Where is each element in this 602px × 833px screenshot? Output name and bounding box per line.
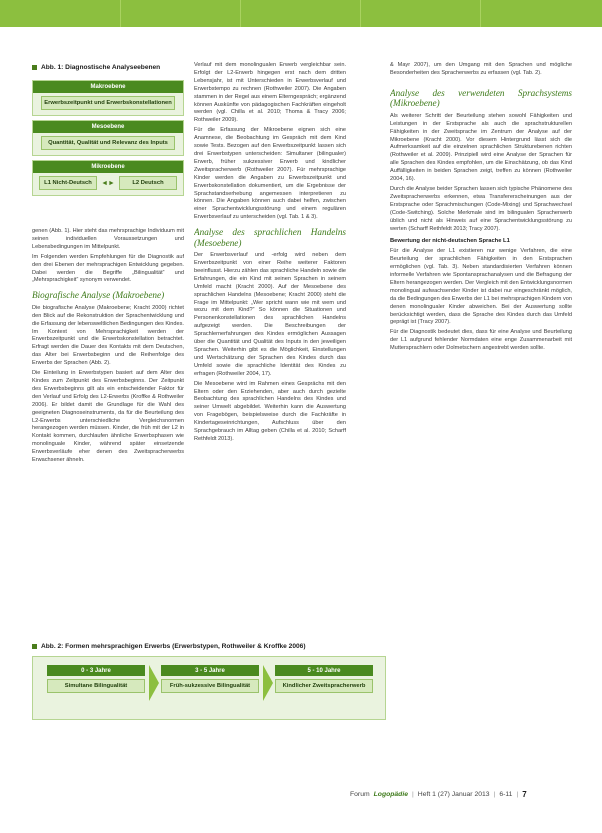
section-heading: Biografische Analyse (Makroebene) xyxy=(32,290,165,301)
double-arrow-icon: ◄► xyxy=(101,179,115,187)
arrow-right-icon xyxy=(149,665,159,701)
paragraph: Für die Diagnostik bedeutet dies, dass für eine Analyse und Beurteilung der L1 aufgrund fehlender Normdaten eine enge Zusammenarbeit mit Muttersprachlern oder Dolmetschern angestrebt werden sollte. xyxy=(390,329,572,352)
erwerbstyp-label: Kindlicher Zweitspracherwerb xyxy=(275,679,373,693)
age-range-label: 5 - 10 Jahre xyxy=(275,665,373,676)
text-column-2 xyxy=(194,62,346,646)
level-makro-box: Erwerbszeitpunkt und Erwerbskonstellationen xyxy=(41,96,175,110)
subsection-heading: Bewertung der nicht-deutschen Sprache L1 xyxy=(390,238,510,245)
top-color-bar xyxy=(0,0,602,27)
erwerbstyp-block xyxy=(275,665,373,693)
level-meso-box: Quantität, Qualität und Relevanz des Inputs xyxy=(41,136,175,150)
bullet-square-icon xyxy=(32,644,37,649)
paragraph: Der Erwerbsverlauf und -erfolg wird neben dem Erwerbszeitpunkt von einer Reihe weiterer Faktoren beeinflusst. Hierzu zählen das sprachliche Handeln sowie die Erfahrungen, die ein Kind mit seinen Sprachen in seinem Umfeld macht (Kracht 2000). Auf der Mesoebene des sprachlichen Handelns (Mesoebene; Kracht 2000) steht die Frage im Mittelpunkt: „Wer spricht wann wie mit wem und wozu mit dem Kind?“ So können die Situationen und Personenkonstellationen des sprachlichen Handelns aufgezeigt werden. Die Beschreibungen der Sprachlernerfahrungen des Kindes ermöglichen Aussagen über die Quantität und Qualität des Inputs in den jeweiligen Sprachen. Weiterhin gibt es die Möglichkeit, Einstellungen und Wertschätzung der Sprachen des Kindes durch das Umfeld sowie die sprachliche Identität des Kindes zu erfragen (Rothweiler 2004, 17). xyxy=(194,252,346,377)
page-footer: Forum Logopädie | Heft 1 (27) Januar 2013 | 6-11 | 7 xyxy=(350,790,527,799)
erwerbstyp-block xyxy=(161,665,259,693)
level-meso xyxy=(32,120,184,156)
page-range: 6-11 xyxy=(499,791,513,798)
erwerbstyp-label: Simultane Bilingualität xyxy=(47,679,145,693)
paragraph: & Mayr 2007), um den Umgang mit den Sprachen und mögliche Besonderheiten des Spracherwerbs zu erfassen (vgl. Tab. 2). xyxy=(390,62,572,76)
figure-2-caption: Abb. 2: Formen mehrsprachigen Erwerbs (Erwerbstypen, Rothweiler & Kroffke 2006) xyxy=(32,643,382,651)
arrow-right-icon xyxy=(263,665,273,701)
level-mikro-l1-box: L1 Nicht-Deutsch xyxy=(39,176,97,190)
paragraph: Die Mesoebene wird im Rahmen eines Gesprächs mit den Eltern oder den Erziehenden, aber auch durch gezielte Beobachtung des sprachlichen Handelns des Kindes und seiner Umwelt abgebildet. Weiterhin kann die Auswertung von Fragebögen, beispielsweise durch die Fachkräfte in Kindertageseinrichtungen, Aufschluss über den Sprachgebrauch im Alltag geben (Chilla et al. 2010; Scharff Rethfeldt 2013). xyxy=(194,380,346,442)
level-mikro-head: Mikroebene xyxy=(33,161,183,173)
age-range-label: 3 - 5 Jahre xyxy=(161,665,259,676)
paragraph: Verlauf mit dem monolingualen Erwerb vergleichbar sein. Erfolgt der L2-Erwerb hingegen erst nach dem dritten Lebensjahr, ist mit Unterschieden in Erwerbsverlauf und Erwerbstempo zu rechnen (Rothweiler 2007). Die Angaben stammen in der Regel aus einem Elterngespräch; ergänzend können Auskünfte von pädagogischen Fachkräften eingeholt werden (vgl. Chilla et al. 2010; Thoma & Tracy 2006; Rothweiler 2009). xyxy=(194,62,346,124)
text-column-1 xyxy=(32,228,184,648)
figure-1-diagram xyxy=(32,80,184,200)
level-makro xyxy=(32,80,184,116)
paragraph: genen (Abb. 1). Hier steht das mehrsprachige Individuum mit seinen individuellen Voraussetzungen und Lebensbedingungen im Mittelpunkt. xyxy=(32,228,184,250)
paragraph: Für die Erfassung der Mikroebene eignen sich eine Anamnese, die Beobachtung im Gespräch mit dem Kind sowie Tests. Bezogen auf den Erwerbszeitpunkt lassen sich drei Erwerbstypen unterscheiden: Simultaner (bilingualer) Erwerb, früher sukzessiver Erwerb und kindlicher Zweitspracherwerb (Rothweiler 2007). Für mehrsprachige Kinder werden die Angaben zu Erwerbszeitpunkt und Erwerbskonstellation dokumentiert, um die Ergebnisse der Sprachstandserhebung angemessen interpretieren zu können. Die Angaben können auch dabei helfen, zwischen einer Sprachentwicklungsstörung und einem regulären Erwerbsverlauf zu unterscheiden (vgl. Tab. 1 & 3). xyxy=(194,127,346,221)
issue-info: Heft 1 (27) Januar 2013 xyxy=(417,791,490,798)
journal-brand: Logopädie xyxy=(373,791,409,798)
erwerbstyp-label: Früh-sukzessive Bilingualität xyxy=(161,679,259,693)
level-makro-head: Makroebene xyxy=(33,81,183,93)
erwerbstyp-block xyxy=(47,665,145,693)
level-mikro-l2-box: L2 Deutsch xyxy=(119,176,177,190)
text-column-3 xyxy=(390,62,572,782)
paragraph: Die Einteilung in Erwerbstypen basiert auf dem Alter des Kindes zum Zeitpunkt des Erwerbsbeginns. Der Zeitpunkt des Erwerbsbeginns gilt als ein entscheidender Faktor für den Verlauf und Erfolg des L2-Erwerbs (Kroffke & Rothweiler 2006). Er bildet damit die Grundlage für die Wahl des geeigneten Diagnoseinstruments, da für die Beurteilung des L2-Erwerbs unterschiedliche Vergleichsnormen herangezogen werden müssen. Kinder, die früh mit der L2 in Kontakt kommen, durchlaufen ähnliche Erwerbsphasen wie monolinguale Kinder, während später einsetzende Erwerbsverläufe eher denen des Zweitspracherwerbs Erwachsener ähneln. xyxy=(32,370,184,464)
figure-1-caption: Abb. 1: Diagnostische Analyseebenen xyxy=(32,64,192,72)
section-heading: Analyse des verwendeten Sprachsystems (Mikroebene) xyxy=(390,87,572,109)
paragraph: Durch die Analyse beider Sprachen lassen sich typische Phänomene des Zweitspracherwerbs erkennen, etwa Transfererscheinungen aus der Erstsprache oder Sprachmischungen (Code-Mixing) und Sprachwechsel (Code-Switching). Solche Merkmale sind im bilingualen Spracherwerb üblich und nicht als Hinweis auf eine Sprachentwicklungsstörung zu werten (Scharff Rethfeldt 2013; Tracy 2007). xyxy=(390,185,572,232)
bullet-square-icon xyxy=(32,65,37,70)
paragraph: Im Folgenden werden Empfehlungen für die Diagnostik auf den drei Ebenen der mehrsprachigen Entwicklung gegeben. Dabei werden die Begriffe „Bilingualität“ und „Mehrsprachigkeit“ synonym verwendet. xyxy=(32,253,184,284)
journal-name: Forum xyxy=(350,791,370,798)
paragraph: Für die Analyse der L1 existieren nur wenige Verfahren, die eine Beurteilung der sprachlichen Fähigkeiten in den Erstsprachen ermöglichen (vgl. Tab. 3). Neben standardisierten Verfahren können informelle Verfahren wie Spontansprachanalysen und die Befragung der Eltern herangezogen werden. Der Vergleich mit den Entwicklungsnormen monolingual aufwachsender Kinder ist dabei nur eingeschränkt möglich, da die Bedingungen des Erwerbs der L1 bei mehrsprachigen Kindern von denen monolingualer Kinder abweichen. Bei der Auswertung sollte berücksichtigt werden, dass die Sprache des Kindes durch das Umfeld geprägt ist (Tracy 2007). xyxy=(390,248,572,326)
age-range-label: 0 - 3 Jahre xyxy=(47,665,145,676)
level-mikro xyxy=(32,160,184,196)
paragraph: Als weiterer Schritt der Beurteilung stehen sowohl Fähigkeiten und Leistungen in der Erstsprache als auch die sprachstrukturellen Fähigkeiten in der Zweitsprache im Zentrum der Analyse auf der Mikroebene (Kracht 2000). Vor diesem Hintergrund lässt sich die Aufmerksamkeit auf die einzelnen sprachlichen Strukturebenen richten (Rothweiler et al. 2009). Prinzipiell wird eine Analyse der Sprachen für alle Sprachen des Kindes empfohlen, um die Einschätzung, ob das Kind Auffälligkeiten in beiden Sprachen zeigt, treffen zu können (Rothweiler 2004, 16). xyxy=(390,112,572,183)
figure-2-diagram xyxy=(32,656,386,720)
level-meso-head: Mesoebene xyxy=(33,121,183,133)
page-number: 7 xyxy=(522,790,527,799)
paragraph: Die biografische Analyse (Makroebene; Kracht 2000) richtet den Blick auf die Rekonstruktion der Sprachentwicklung und die Erfassung der lebensweltlichen Bedingungen des Kindes. Im Kontext von Mehrsprachigkeit werden der Erwerbszeitpunkt und die Erwerbskonstellation betrachtet. Erfragt werden die Dauer des Kontakts mit dem Deutschen, das Alter bei Erwerbsbeginn und die Reihenfolge des Erwerbs der Sprachen (Abb. 2). xyxy=(32,304,184,367)
section-heading: Analyse des sprachlichen Handelns (Mesoebene) xyxy=(194,227,346,248)
